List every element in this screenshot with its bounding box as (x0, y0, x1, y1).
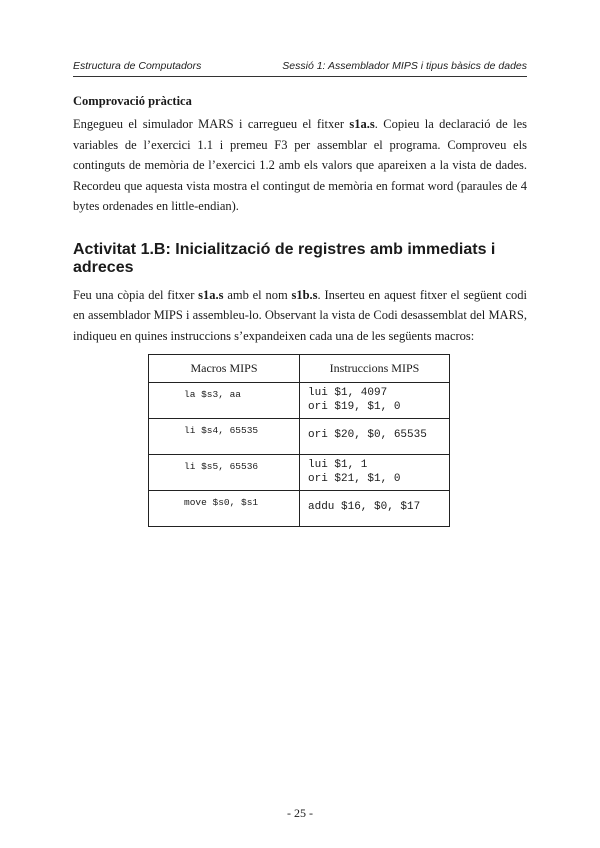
file-name-s1a: s1a.s (349, 117, 375, 131)
macros-table (148, 354, 450, 527)
page-number: - 25 - (287, 806, 313, 820)
macro-cell: li $s4, 65535 (184, 425, 259, 436)
instructions-cell: addu $16, $0, $17 (308, 501, 421, 513)
table-row (149, 383, 450, 419)
file-name-destination: s1b.s (291, 287, 318, 302)
page-content (73, 94, 527, 527)
instructions-cell: lui $1, 1 ori $21, $1, 0 (308, 459, 401, 485)
header-session-title: Sessió 1: Assemblador MIPS i tipus bàsics de dades (282, 60, 527, 72)
activity-paragraph: Feu una còpia del fitxer s1a.s amb el nom s1b.s. Inserteu en aquest fitxer el següent codi en assemblador MIPS i assembleu-lo. Observant la vista de Codi desassemblat del MARS, indiqueu en quines instruccions s’expandeixen cada una de les següents macros: (73, 287, 527, 343)
instructions-cell: lui $1, 4097 ori $19, $1, 0 (308, 387, 401, 413)
practical-check-paragraph: Engegueu el simulador MARS i carregueu el fitxer s1a.s. Copieu la declaració de les variables de l’exercici 1.1 i premeu F3 per assemblar el programa. Comproveu els continguts de memòria de l’exercici 1.2 amb els valors que apareixen a la vista de dades. Recordeu que aquesta vista mostra el contingut de memòria en format word (paraules de 4 bytes ordenades en little-endian). (73, 117, 527, 213)
column-header-macros: Macros MIPS (149, 355, 300, 383)
header-rule (73, 76, 527, 77)
macro-cell: move $s0, $s1 (184, 497, 259, 508)
header-course-title: Estructura de Computadors (73, 60, 202, 72)
activity-heading: Activitat 1.B: Inicialització de registres amb immediats i adreces (73, 240, 496, 276)
instructions-cell: ori $20, $0, 65535 (308, 429, 427, 441)
table-row (149, 455, 450, 491)
macro-cell: li $s5, 65536 (184, 461, 259, 472)
file-name-source: s1a.s (198, 287, 224, 302)
column-header-instructions: Instruccions MIPS (300, 355, 450, 383)
practical-check-heading: Comprovació pràctica (73, 94, 192, 108)
table-row (149, 491, 450, 527)
macro-cell: la $s3, aa (184, 389, 242, 400)
running-header (73, 60, 527, 76)
table-row (149, 419, 450, 455)
